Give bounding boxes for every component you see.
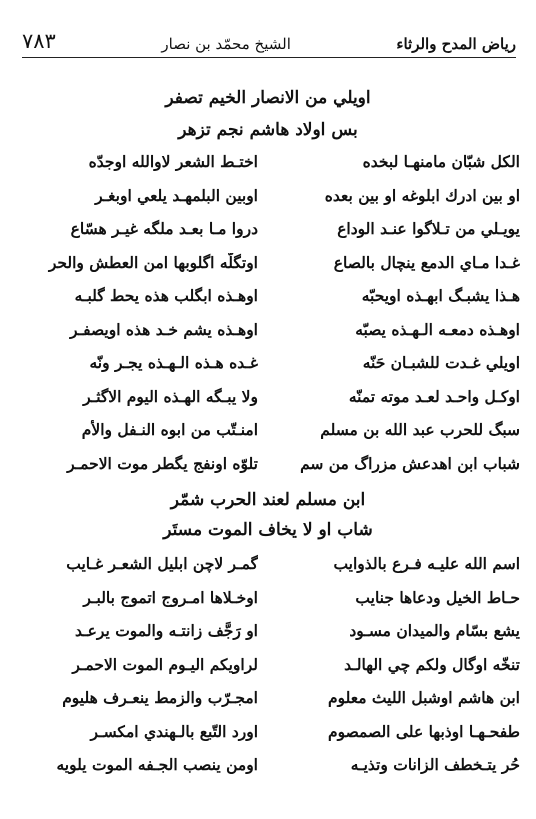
section2-verses <box>16 547 520 782</box>
verse-left: دروا مـا بعـد ملگه غيـر هسّاع <box>70 219 258 239</box>
verse-row <box>16 179 520 213</box>
verse-left: اورد التّبع بالـهندي امكسـر <box>90 721 258 741</box>
verse-right: غـدا مـاي الدمع ينچال بالصاع <box>333 252 520 272</box>
verse-right: يشع بسّام والميدان مسـود <box>349 621 520 641</box>
verse-row <box>16 581 520 615</box>
verse-right: اسم الله عليـه فـرع بالذوايب <box>333 554 520 574</box>
verse-row <box>16 246 520 280</box>
verse-row <box>16 547 520 581</box>
verse-right: حـاط الخيل ودعاها جنايب <box>355 587 520 607</box>
verse-row <box>16 413 520 447</box>
section1-heading-1: اويلي من الانصار الخيم تصفر <box>165 88 371 108</box>
verse-left: اومن ينصب الجـفه الموت يلويه <box>56 755 258 775</box>
verse-row <box>16 681 520 715</box>
verse-left: اوهـذه ابگلب هذه يحط گلبـه <box>74 286 258 306</box>
verse-left: ولا يبـگه الهـذه اليوم الاگثـر <box>83 386 258 406</box>
verse-row <box>16 279 520 313</box>
verse-right: شباب ابن اهدعش مزراگ من سم <box>300 453 520 473</box>
verse-right: اوهـذه دمعـه الـهـذه يصبّه <box>355 319 520 339</box>
author-name: الشيخ محمّد بن نصار <box>161 35 291 53</box>
page-header <box>22 24 516 58</box>
verse-left: غـده هـذه الـهـذه يجـر ونّه <box>89 353 258 373</box>
verse-right: تنخّه اوگال ولكم چي الهالـد <box>344 654 520 674</box>
verse-left: امنـتّب من ابوه النـفل والأم <box>81 420 258 440</box>
section1-verses <box>16 145 520 480</box>
verse-right: او بين ادرك ابلوغه او بين بعده <box>324 185 520 205</box>
verse-row <box>16 313 520 347</box>
verse-left: اوبين البلمهـد يلعي اوبغـر <box>95 185 258 205</box>
verse-left: اختـط الشعر لاوالله اوجدّه <box>88 152 258 172</box>
verse-right: طفحـهـا اوذبها على الصمصوم <box>328 721 520 741</box>
verse-row <box>16 447 520 481</box>
verse-row <box>16 648 520 682</box>
verse-right: اويلي غـدت للشبـان حَنّه <box>362 353 520 373</box>
verse-left: گمـر لاچن ابليل الشعـر غـايب <box>66 554 258 574</box>
verse-left: تلوّه اونفج يگطر موت الاحمـر <box>67 453 258 473</box>
page-number: ٧٨٣ <box>22 29 56 53</box>
verse-row <box>16 212 520 246</box>
book-title: رياض المدح والرثاء <box>396 35 516 53</box>
verse-left: اوخـلاها امـروج اتموج بالبـر <box>83 587 258 607</box>
verse-right: يويـلي من تـلاگوا عنـد الوداع <box>337 219 520 239</box>
verse-row <box>16 145 520 179</box>
verse-right: ابن هاشم اوشبل الليث معلوم <box>328 688 520 708</box>
verse-left: اوتگلّه اگلوبها امن العطش والحر <box>48 252 258 272</box>
verse-right: اوكـل واحـد لعـد موته تمنّه <box>348 386 520 406</box>
verse-left: امجـرّب والزمط ينعـرف هليوم <box>62 688 258 708</box>
verse-row <box>16 346 520 380</box>
verse-left: او رَجَّف زانتـه والموت يرعـد <box>75 621 258 641</box>
verse-right: سبگ للحرب عبد الله بن مسلم <box>320 420 520 440</box>
verse-left: لراويكم اليـوم الموت الاحمـر <box>72 654 258 674</box>
verse-right: هـذا يشبـگ ابهـذه اويحبّه <box>361 286 520 306</box>
verse-left: اوهـذه يشم خـد هذه اويصفـر <box>70 319 258 339</box>
section1-heading-2: بس اولاد هاشم نجم تزهر <box>178 120 358 140</box>
verse-row <box>16 614 520 648</box>
verse-row <box>16 748 520 782</box>
section2-heading-2: شاب او لا يخاف الموت مستَر <box>163 520 373 540</box>
verse-right: حُر يتـخطف الزانات وتذيـه <box>350 755 520 775</box>
section2-heading-1: ابن مسلم لعند الحرب شمّر <box>170 490 366 510</box>
verse-row <box>16 380 520 414</box>
verse-row <box>16 715 520 749</box>
verse-right: الكل شبّان مامنهـا لبخده <box>362 152 520 172</box>
